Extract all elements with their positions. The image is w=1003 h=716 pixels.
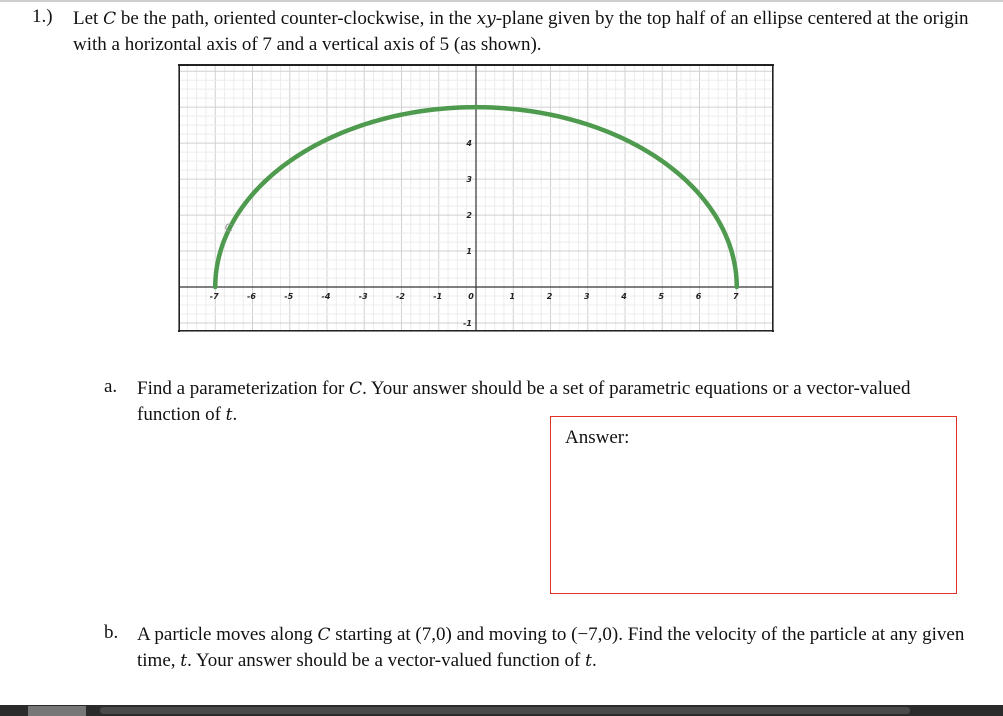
- horizontal-scrollbar[interactable]: [100, 707, 910, 714]
- y-tick-label: 2: [466, 211, 472, 221]
- part-b-label: b.: [104, 622, 119, 643]
- x-tick-label: 7: [732, 292, 739, 302]
- x-tick-label: -2: [396, 292, 405, 302]
- y-tick-label: 3: [466, 175, 472, 185]
- x-tick-label: -1: [433, 292, 443, 302]
- x-tick-label: 5: [658, 292, 665, 302]
- part-b-text: A particle moves along C starting at (7,0) and moving to (−7,0). Find the velocity of the particle at any given time, t. Your answer should be a vector-valued function of t.: [137, 624, 965, 671]
- x-tick-label: -5: [284, 292, 294, 302]
- curve-symbol: C: [103, 9, 117, 29]
- x-tick-label: -7: [209, 292, 219, 302]
- x-tick-label: 1: [509, 292, 516, 302]
- answer-box[interactable]: [550, 416, 957, 594]
- x-tick-label: 2: [546, 292, 553, 302]
- answer-label: Answer:: [565, 427, 630, 448]
- x-tick-label: -3: [358, 292, 368, 302]
- question-number: 1.): [32, 6, 53, 27]
- part-a-text: Find a parameterization for C. Your answer should be a set of parametric equations or a vector-valued function of t.: [137, 378, 911, 425]
- xy-symbol: xy: [476, 9, 496, 29]
- x-tick-label: 6: [695, 292, 702, 302]
- x-tick-label: -6: [247, 292, 256, 302]
- ellipse-graph: [178, 64, 774, 332]
- x-tick-label: 4: [621, 292, 627, 302]
- x-tick-label: -4: [321, 292, 331, 302]
- x-tick-label: 0: [468, 292, 474, 302]
- part-a-label: a.: [104, 376, 118, 397]
- page-thumbnail[interactable]: [28, 706, 86, 716]
- question-text: Let C be the path, oriented counter-clockwise, in the xy-plane given by the top half of an ellipse centered at the origin with a horizontal axis of 7 and a vertical axis of 5 (as shown).: [73, 8, 969, 55]
- y-tick-label: -1: [463, 319, 472, 329]
- x-tick-label: 3: [583, 292, 590, 302]
- y-tick-label: 4: [466, 139, 472, 149]
- top-divider: [0, 0, 1003, 2]
- curve-label: C: [224, 221, 233, 235]
- y-tick-label: 1: [466, 247, 472, 257]
